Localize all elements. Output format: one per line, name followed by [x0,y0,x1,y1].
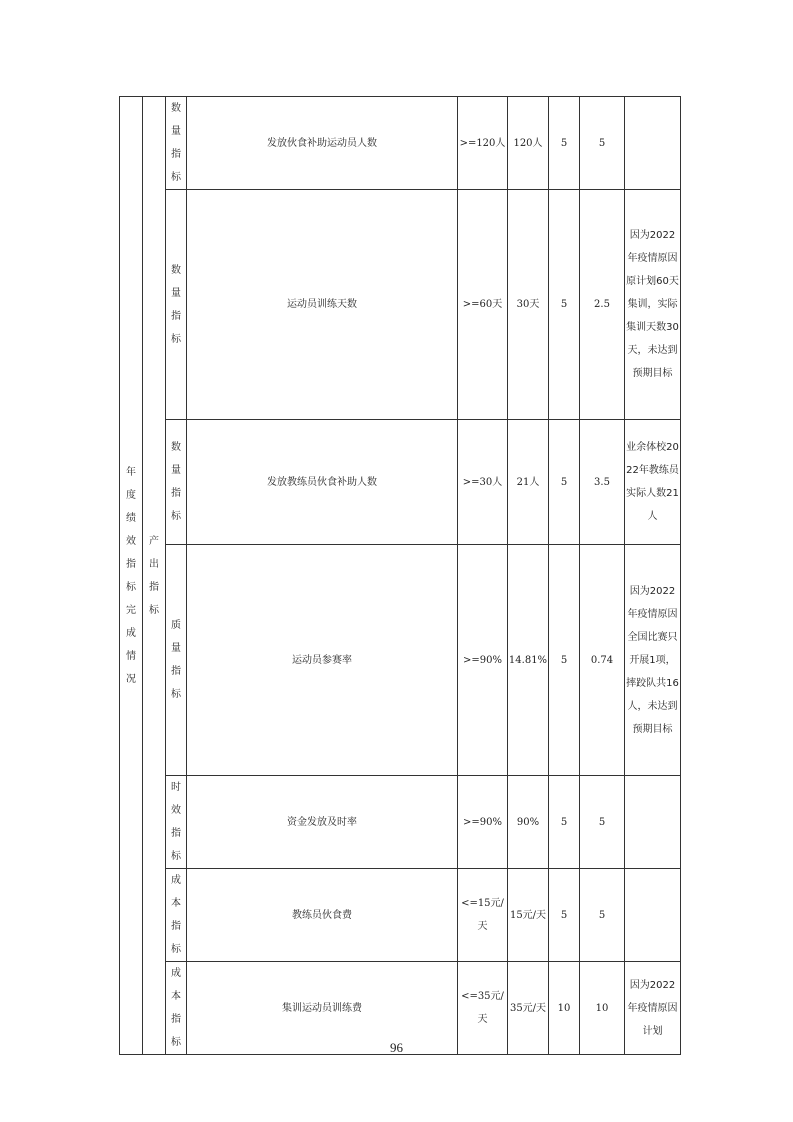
page-number: 96 [390,1040,403,1055]
actual-value: 90% [508,776,549,869]
deviation-note [625,97,681,190]
score-value: 2.5 [580,190,625,420]
target-value: >=60天 [458,190,508,420]
score-value: 5 [580,97,625,190]
actual-value: 30天 [508,190,549,420]
deviation-note: 因为2022年疫情原因原计划60天集训，实际集训天数30天，未达到预期目标 [625,190,681,420]
table-row [120,545,681,776]
table-row [120,420,681,545]
indicator-name: 资金发放及时率 [187,776,458,869]
weight-value: 5 [549,420,580,545]
indicator-name: 运动员参赛率 [187,545,458,776]
indicator-name: 发放伙食补助运动员人数 [187,97,458,190]
mid-category-label: 产出指标 [149,535,159,616]
deviation-note: 因为2022年疫情原因计划 [625,962,681,1055]
outer-category-cell [120,97,143,1055]
score-value: 5 [580,869,625,962]
weight-value: 5 [549,776,580,869]
actual-value: 15元/天 [508,869,549,962]
table-row [120,190,681,420]
actual-value: 35元/天 [508,962,549,1055]
deviation-note: 业余体校2022年教练员实际人数21人 [625,420,681,545]
table-row [120,869,681,962]
indicator-category-cell: 成本指标 [166,869,187,962]
table-row [120,97,681,190]
actual-value: 14.81% [508,545,549,776]
target-value: >=90% [458,776,508,869]
indicator-name: 运动员训练天数 [187,190,458,420]
target-value: >=90% [458,545,508,776]
weight-value: 10 [549,962,580,1055]
indicator-name: 集训运动员训练费 [187,962,458,1055]
indicator-name: 教练员伙食费 [187,869,458,962]
weight-value: 5 [549,545,580,776]
indicator-category-cell: 时效指标 [166,776,187,869]
score-value: 10 [580,962,625,1055]
table-row [120,776,681,869]
score-value: 5 [580,776,625,869]
indicator-category-cell: 数量指标 [166,97,187,190]
score-value: 3.5 [580,420,625,545]
actual-value: 21人 [508,420,549,545]
score-value: 0.74 [580,545,625,776]
target-value: >=120人 [458,97,508,190]
actual-value: 120人 [508,97,549,190]
outer-category-label: 年度绩效指标完成情况 [126,466,136,685]
deviation-note [625,869,681,962]
indicator-category-cell: 数量指标 [166,420,187,545]
target-value: <=35元/天 [458,962,508,1055]
target-value: <=15元/天 [458,869,508,962]
weight-value: 5 [549,190,580,420]
deviation-note: 因为2022年疫情原因全国比赛只开展1项，摔跤队共16人，未达到预期目标 [625,545,681,776]
indicator-category-cell: 数量指标 [166,190,187,420]
weight-value: 5 [549,869,580,962]
target-value: >=30人 [458,420,508,545]
weight-value: 5 [549,97,580,190]
indicator-category-cell: 质量指标 [166,545,187,776]
mid-category-cell [143,97,166,1055]
indicator-name: 发放教练员伙食补助人数 [187,420,458,545]
indicator-category-cell: 成本指标 [166,962,187,1055]
performance-table [119,96,681,1055]
deviation-note [625,776,681,869]
